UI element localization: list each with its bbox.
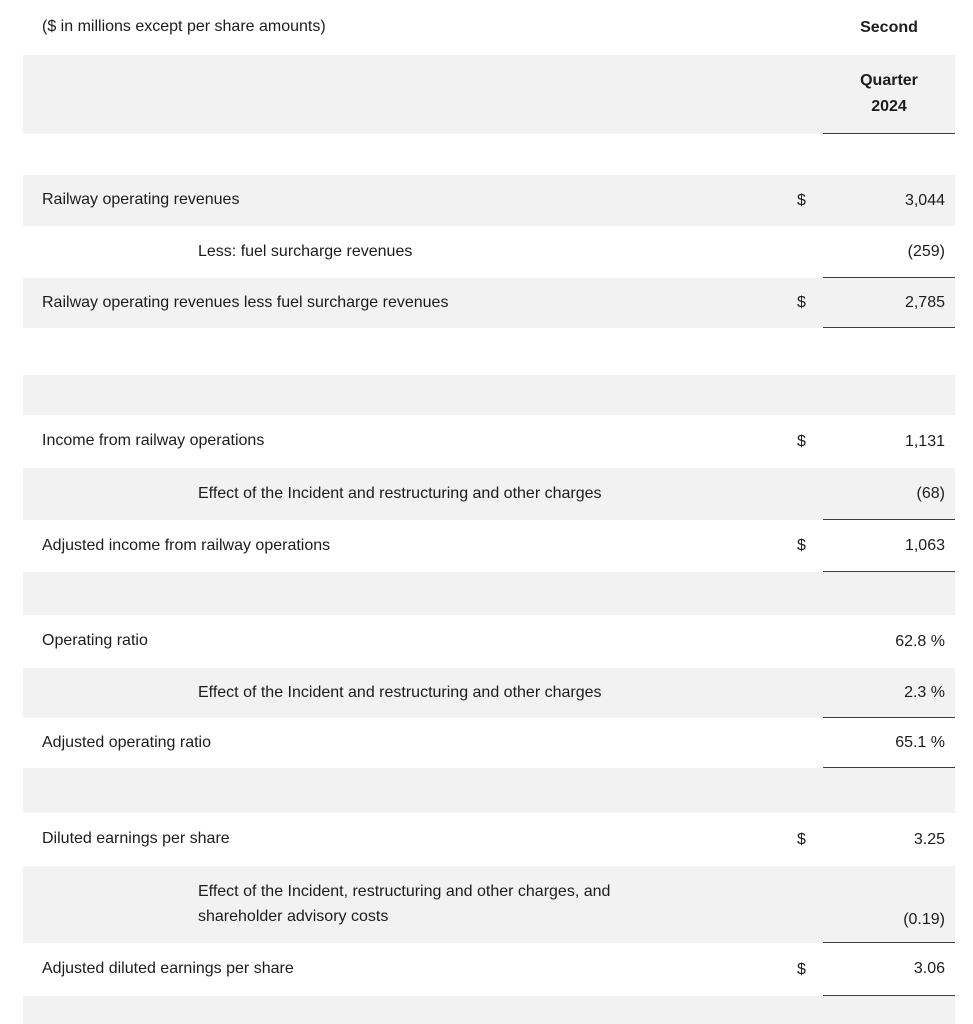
table-row-railway-operating-revenues (23, 175, 955, 226)
currency-symbol: $ (797, 294, 806, 311)
financial-summary-table (23, 0, 955, 1024)
row-label: Operating ratio (42, 632, 148, 650)
row-value: (68) (823, 468, 955, 520)
table-row-adjusted-operating-ratio (23, 718, 955, 768)
currency-symbol: $ (797, 830, 806, 848)
row-value: 2.3 % (823, 668, 955, 718)
row-label: Adjusted diluted earnings per share (42, 960, 294, 978)
table-row-income-from-railway-operations (23, 415, 955, 468)
table-row-less-fuel-surcharge (23, 226, 955, 278)
units-note: ($ in millions except per share amounts) (42, 18, 326, 36)
table-row-diluted-eps (23, 813, 955, 866)
table-header-row-1 (23, 0, 955, 55)
table-row-operating-ratio (23, 615, 955, 668)
row-value: (259) (823, 226, 955, 278)
table-row-effect-incident-ratio (23, 668, 955, 718)
row-value: 1,131 (904, 432, 945, 450)
row-label: Less: fuel surcharge revenues (198, 242, 413, 260)
row-value: (0.19) (823, 866, 955, 943)
currency-symbol: $ (797, 191, 806, 209)
row-label: Adjusted income from railway operations (42, 536, 331, 554)
row-label: Income from railway operations (42, 432, 265, 450)
row-value: 3.06 (823, 943, 955, 996)
spacer-row (23, 996, 955, 1024)
currency-symbol: $ (797, 537, 806, 554)
row-value: 1,063 (823, 520, 955, 572)
row-label: Effect of the Incident and restructuring and other charges (198, 484, 602, 502)
table-row-adjusted-income (23, 520, 955, 572)
row-value: 3.25 (913, 830, 945, 848)
spacer-row (23, 572, 955, 615)
spacer-row (23, 134, 955, 175)
table-header-row-2 (23, 55, 955, 134)
spacer-row (23, 375, 955, 415)
spacer-row (23, 328, 955, 375)
row-label: Railway operating revenues (42, 191, 240, 209)
row-label (23, 880, 795, 930)
table-row-effect-incident-income (23, 468, 955, 520)
row-label: Diluted earnings per share (42, 830, 230, 848)
row-label-text: Effect of the Incident, restructuring and other charges, and shareholder advisory costs (198, 882, 611, 925)
row-value: 65.1 % (823, 718, 955, 768)
period-quarter: Quarter (860, 72, 918, 89)
row-label: Adjusted operating ratio (42, 733, 211, 751)
row-value: 2,785 (823, 278, 955, 328)
currency-symbol: $ (797, 432, 806, 450)
table-row-revenues-less-fuel (23, 278, 955, 328)
period-header (823, 55, 955, 134)
period-year: 2024 (871, 98, 907, 115)
spacer-row (23, 768, 955, 813)
row-label: Effect of the Incident and restructuring and other charges (198, 683, 602, 701)
table-row-adjusted-diluted-eps (23, 943, 955, 996)
row-label: Railway operating revenues less fuel surcharge revenues (42, 293, 449, 311)
row-value: 62.8 % (895, 632, 945, 650)
row-value: 3,044 (904, 191, 945, 209)
table-row-effect-incident-eps (23, 866, 955, 943)
currency-symbol: $ (797, 960, 806, 978)
period-header-pre: Second (860, 18, 918, 36)
